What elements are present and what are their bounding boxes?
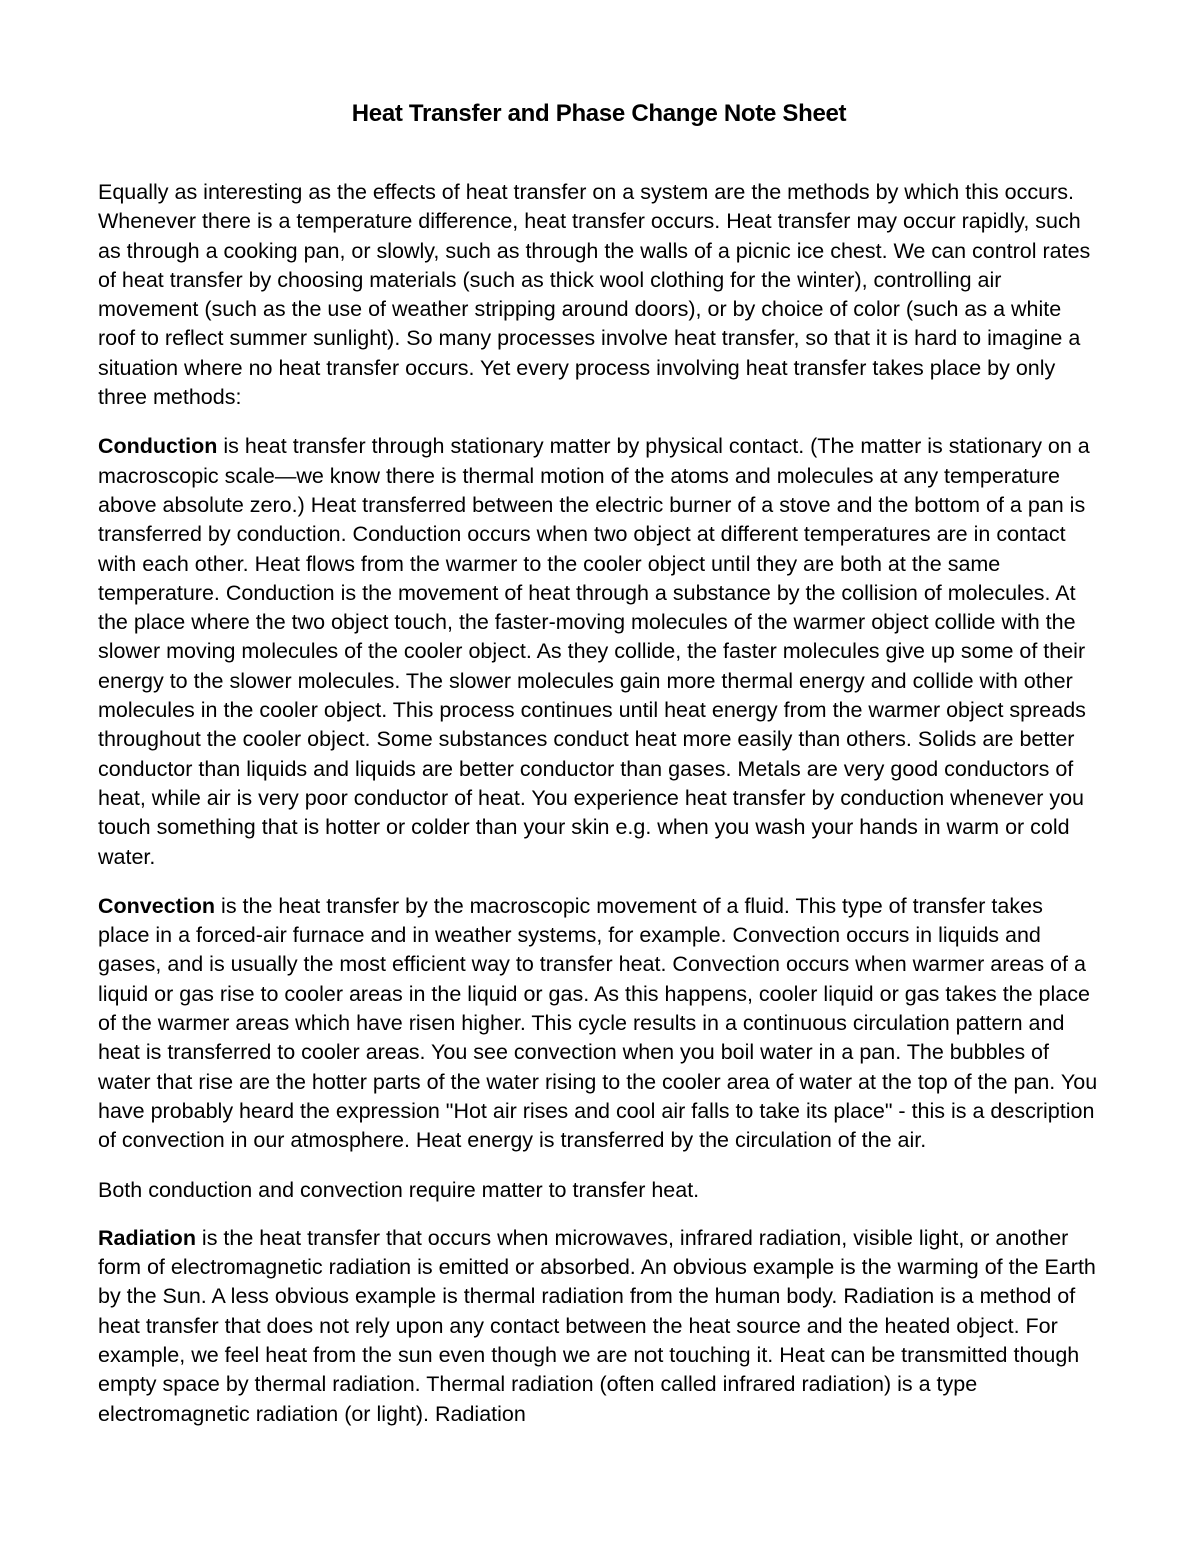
conduction-paragraph (98, 432, 1100, 871)
conduction-text: is heat transfer through stationary matter by physical contact. (The matter is stationary on a macroscopic scale—we know there is thermal motion of the atoms and molecules at any temperature above absolute zero.) Heat transferred between the electric burner of a stove and the bottom of a pan is transferred by conduction. Conduction occurs when two object at different temperatures are in contact with each other. Heat flows from the warmer to the cooler object until they are both at the same temperature. Conduction is the movement of heat through a substance by the collision of molecules. At the place where the two object touch, the faster-moving molecules of the warmer object collide with the slower moving molecules of the cooler object. As they collide, the faster molecules give up some of their energy to the slower molecules. The slower molecules gain more thermal energy and collide with other molecules in the cooler object. This process continues until heat energy from the warmer object spreads throughout the cooler object. Some substances conduct heat more easily than others. Solids are better conductor than liquids and liquids are better conductor than gases. Metals are very good conductors of heat, while air is very poor conductor of heat. You experience heat transfer by conduction whenever you touch something that is hotter or colder than your skin e.g. when you wash your hands in warm or cold water. (98, 434, 1090, 869)
convection-paragraph (98, 892, 1100, 1156)
both-note-paragraph: Both conduction and convection require matter to transfer heat. (98, 1177, 700, 1202)
convection-term: Convection (98, 893, 216, 918)
page-title: Heat Transfer and Phase Change Note Sheet (351, 100, 847, 127)
radiation-term: Radiation (98, 1225, 196, 1250)
convection-text: is the heat transfer by the macroscopic movement of a fluid. This type of transfer takes place in a forced-air furnace and in weather systems, for example. Convection occurs in liquids and gases, and is usually the most efficient way to transfer heat. Convection occurs when warmer areas of a liquid or gas rise to cooler areas in the liquid or gas. As this happens, cooler liquid or gas takes the place of the warmer areas which have risen higher. This cycle results in a continuous circulation pattern and heat is transferred to cooler areas. You see convection when you boil water in a pan. The bubbles of water that rise are the hotter parts of the water rising to the cooler area of water at the top of the pan. You have probably heard the expression "Hot air rises and cool air falls to take its place" - this is a description of convection in our atmosphere. Heat energy is transferred by the circulation of the air. (98, 893, 1098, 1153)
radiation-text: is the heat transfer that occurs when microwaves, infrared radiation, visible light, or another form of electromagnetic radiation is emitted or absorbed. An obvious example is the warming of the Earth by the Sun. A less obvious example is thermal radiation from the human body. Radiation is a method of heat transfer that does not rely upon any contact between the heat source and the heated object. For example, we feel heat from the sun even though we are not touching it. Heat can be transmitted though empty space by thermal radiation. Thermal radiation (often called infrared radiation) is a type electromagnetic radiation (or light). Radiation (98, 1225, 1096, 1426)
radiation-paragraph (98, 1224, 1100, 1429)
document-page (98, 100, 1100, 1449)
intro-paragraph: Equally as interesting as the effects of heat transfer on a system are the methods by which this occurs. Whenever there is a temperature difference, heat transfer occurs. Heat transfer may occur rapidly, such as through a cooking pan, or slowly, such as through the walls of a picnic ice chest. We can control rates of heat transfer by choosing materials (such as thick wool clothing for the winter), controlling air movement (such as the use of weather stripping around doors), or by choice of color (such as a white roof to reflect summer sunlight). So many processes involve heat transfer, so that it is hard to imagine a situation where no heat transfer occurs. Yet every process involving heat transfer takes place by only three methods: (98, 180, 1091, 410)
conduction-term: Conduction (98, 434, 218, 459)
